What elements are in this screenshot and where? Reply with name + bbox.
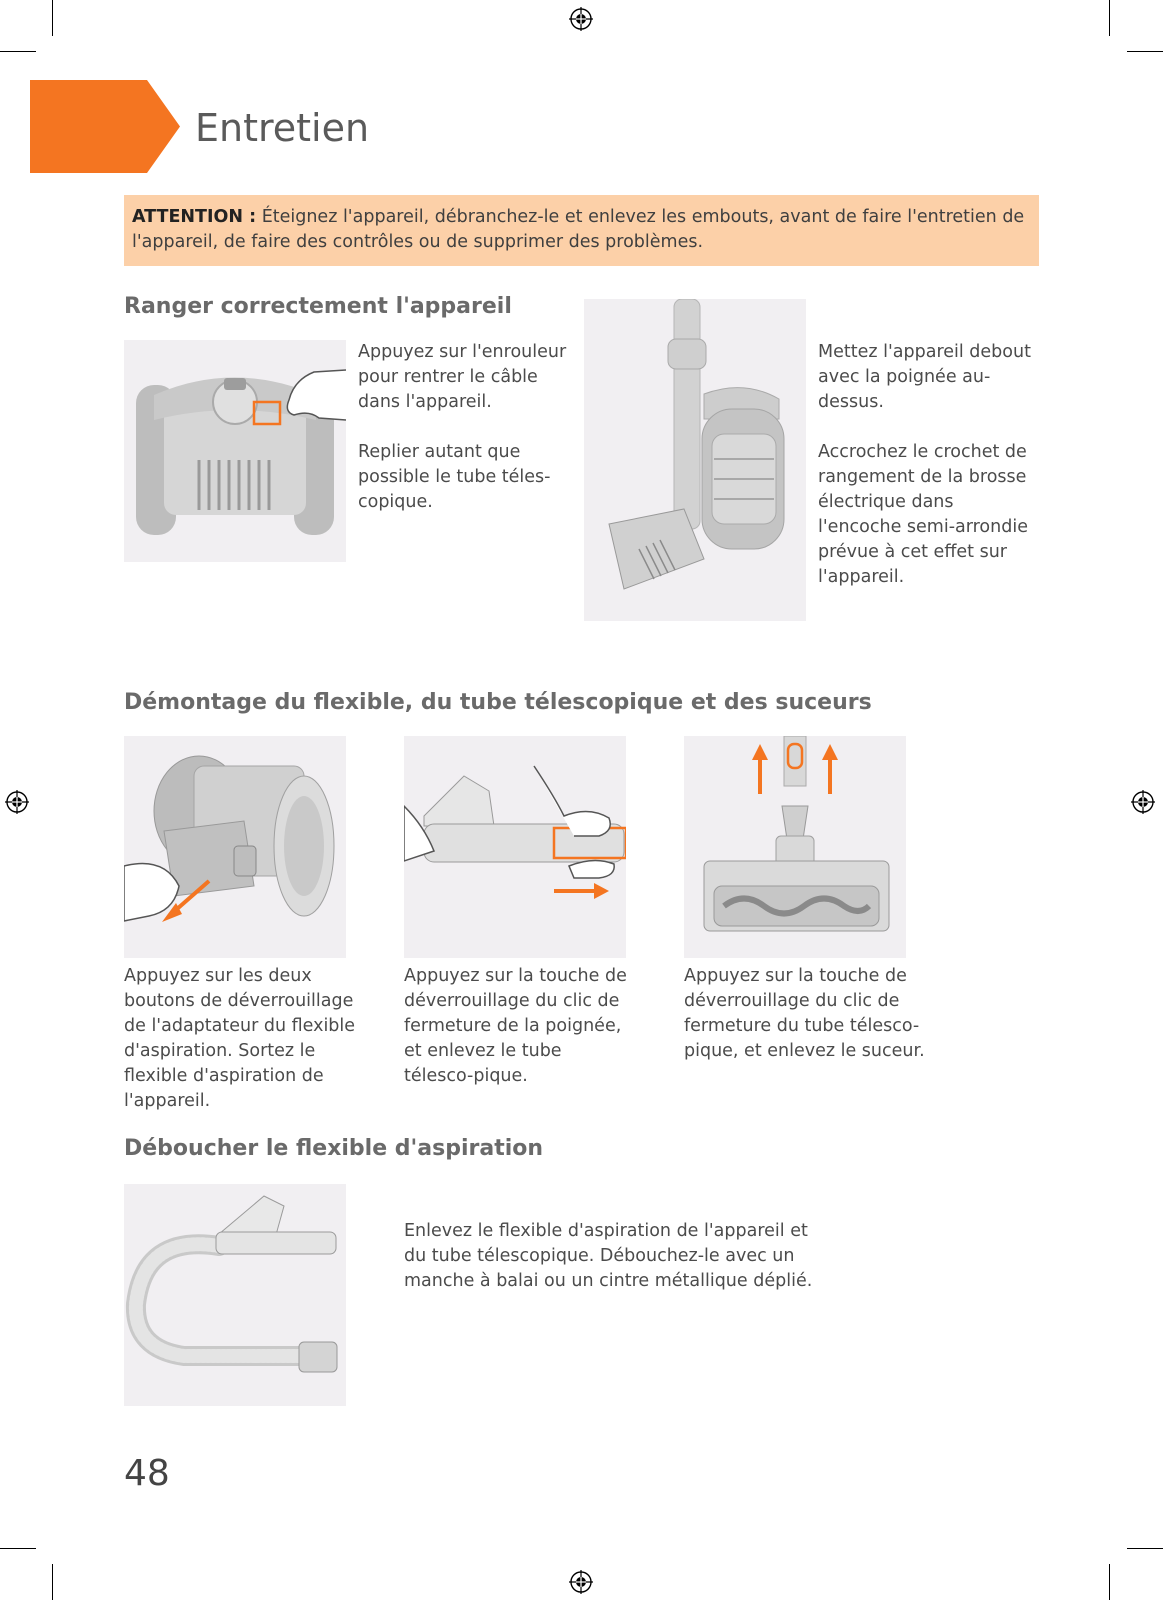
registration-mark-icon <box>1131 790 1155 814</box>
image-cable-rewind <box>124 340 346 562</box>
registration-mark-icon <box>569 1570 593 1594</box>
section-heading-disassembly: Démontage du flexible, du tube télescopique et des suceurs <box>124 690 872 715</box>
registration-mark-icon <box>569 7 593 31</box>
attention-label: ATTENTION : <box>132 207 257 227</box>
crop-mark <box>0 1548 36 1549</box>
image-hose-release <box>124 736 346 958</box>
caption-nozzle-release: Appuyez sur la touche de déverrouillage du clic de fermeture du tube télesco-pique, et enlevez le suceur. <box>684 966 925 1061</box>
crop-mark <box>52 1564 53 1600</box>
text-cable-rewind <box>358 340 568 515</box>
page-number: 48 <box>124 1453 170 1494</box>
crop-mark <box>52 0 53 36</box>
image-hose <box>124 1184 346 1406</box>
image-nozzle-release <box>684 736 906 958</box>
section-heading-unclog-hose: Déboucher le flexible d'aspiration <box>124 1136 544 1161</box>
caption-handle-release: Appuyez sur la touche de déverrouillage du clic de fermeture de la poignée, et enlevez le tube télesco-pique. <box>404 966 627 1086</box>
paragraph: Replier autant que possible le tube téles-copique. <box>358 442 551 512</box>
crop-mark <box>1127 51 1163 52</box>
image-handle-release <box>404 736 626 958</box>
crop-mark <box>0 51 36 52</box>
crop-mark <box>1109 1564 1110 1600</box>
page-title: Entretien <box>195 106 370 150</box>
attention-text: Éteignez l'appareil, débranchez-le et enlevez les embouts, avant de faire l'entretien de l'appareil, de faire des contrôles ou de supprimer des problèmes. <box>132 207 1025 252</box>
attention-box <box>124 195 1039 266</box>
section-banner <box>30 80 180 173</box>
crop-mark <box>1127 1548 1163 1549</box>
paragraph: Accrochez le crochet de rangement de la brosse électrique dans l'encoche semi-arrondie prévue à cet effet sur l'appareil. <box>818 442 1028 587</box>
paragraph: Appuyez sur l'enrouleur pour rentrer le câble dans l'appareil. <box>358 342 567 412</box>
paragraph: Mettez l'appareil debout avec la poignée au-dessus. <box>818 342 1031 412</box>
text-upright-storage <box>818 340 1033 590</box>
registration-mark-icon <box>5 790 29 814</box>
image-upright-storage <box>584 299 806 621</box>
section-heading-storage: Ranger correctement l'appareil <box>124 294 512 319</box>
text-unclog-hose: Enlevez le flexible d'aspiration de l'appareil et du tube télescopique. Débouchez-le avec un manche à balai ou un cintre métallique déplié. <box>404 1221 813 1291</box>
crop-mark <box>1109 0 1110 36</box>
caption-hose-release: Appuyez sur les deux boutons de déverrouillage de l'adaptateur du flexible d'aspiration. Sortez le flexible d'aspiration de l'appareil. <box>124 966 356 1111</box>
